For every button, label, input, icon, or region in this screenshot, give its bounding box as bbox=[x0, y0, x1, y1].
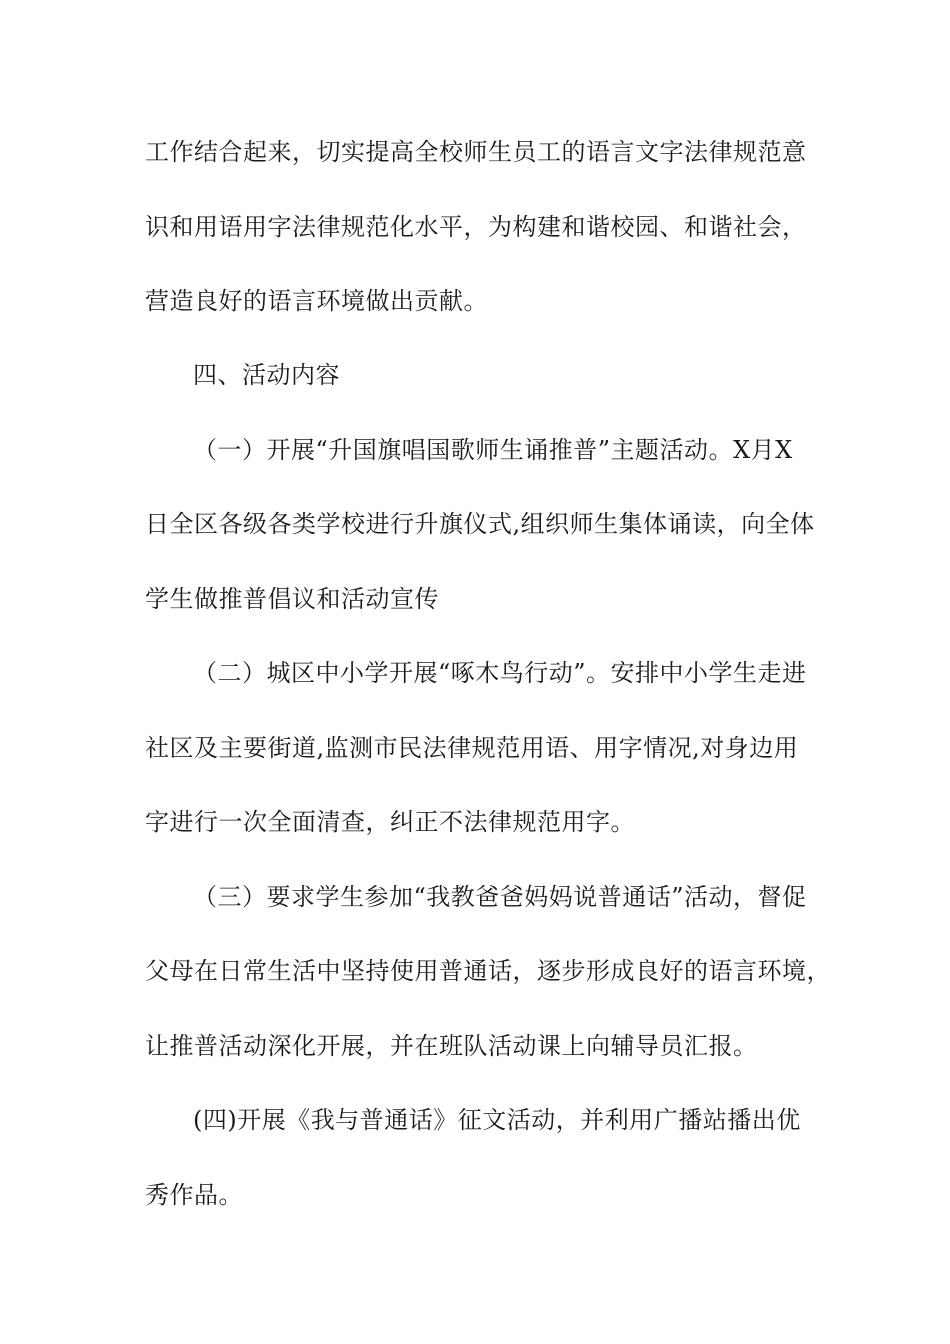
paragraph-item-1-line: （一）开展“升国旗唱国歌师生诵推普”主题活动。X月X bbox=[193, 436, 793, 464]
paragraph-item-2-line: 字进行一次全面清查，纠正不法律规范用字。 bbox=[145, 808, 635, 836]
body-text-line: 营造良好的语言环境做出贡献。 bbox=[145, 287, 488, 315]
paragraph-item-3-line: 父母在日常生活中坚持使用普通话，逐步形成良好的语言环境， bbox=[145, 957, 831, 985]
paragraph-item-1-line: 学生做推普倡议和活动宣传 bbox=[145, 585, 439, 613]
paragraph-item-1-line: 日全区各级各类学校进行升旗仪式,组织师生集体诵读，向全体 bbox=[145, 510, 815, 538]
paragraph-item-4-line: 秀作品。 bbox=[145, 1181, 243, 1209]
paragraph-item-2-line: （二）城区中小学开展“啄木鸟行动”。安排中小学生走进 bbox=[193, 659, 807, 687]
paragraph-item-4-line: (四)开展《我与普通话》征文活动，并利用广播站播出优 bbox=[193, 1106, 801, 1134]
paragraph-item-2-line: 社区及主要街道,监测市民法律规范用语、用字情况,对身边用 bbox=[145, 734, 799, 762]
section-heading: 四、活动内容 bbox=[193, 361, 340, 389]
body-text-line: 识和用语用字法律规范化水平，为构建和谐校园、和谐社会， bbox=[145, 213, 807, 241]
body-text-line: 工作结合起来，切实提高全校师生员工的语言文字法律规范意 bbox=[145, 138, 807, 166]
paragraph-item-3-line: （三）要求学生参加“我教爸爸妈妈说普通话”活动，督促 bbox=[193, 883, 807, 911]
paragraph-item-3-line: 让推普活动深化开展，并在班队活动课上向辅导员汇报。 bbox=[145, 1032, 758, 1060]
